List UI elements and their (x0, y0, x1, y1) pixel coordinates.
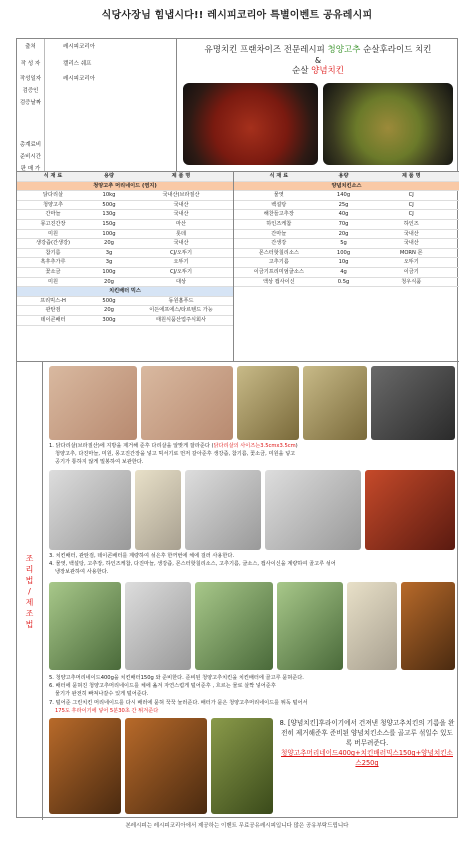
table-cell: 꽃소금 (45, 268, 61, 275)
table-cell: 흑후추가루 (40, 259, 66, 266)
table-cell: 간생강 (271, 240, 287, 247)
info-row (17, 151, 176, 163)
method-label-char: 법 (25, 619, 34, 629)
table-row (234, 191, 459, 201)
table-cell: 용량 (103, 173, 115, 179)
info-row (17, 39, 176, 55)
table-row (234, 230, 459, 240)
info-row (17, 55, 176, 73)
step-photo (265, 470, 361, 550)
table-cell: 식 재 료 (269, 173, 289, 179)
step-highlight: 175도 후라이기에 넣어 5분30초 간 튀겨준다 (55, 707, 159, 714)
table-cell: 70g (338, 220, 349, 227)
table-cell: CJ (408, 201, 414, 208)
table-row (17, 239, 233, 249)
info-row (17, 97, 176, 139)
info-key: 작성일자 (17, 73, 45, 85)
info-key: 총계료비 (17, 139, 45, 151)
ingredient-tables (17, 171, 459, 361)
step-line: 청양고추, 다진마늘, 미원, 몽고진간장을 넣고 믹서기로 먼저 갈아준후 생강즙, 참기름, 꽃소금, 미원을 넣고 (55, 451, 296, 458)
step-photo (125, 582, 191, 670)
table-cell: 4g (340, 268, 347, 275)
step-8-text (279, 718, 455, 768)
subtitle-part: 순살후라이드 치킨 (360, 45, 432, 55)
table-cell: CJ/오뚜기 (170, 268, 192, 275)
table-cell: CJ/오뚜기 (170, 249, 192, 256)
info-key: 출처 (17, 39, 45, 55)
table-cell: 이든에프에스/타르텐드 가능 (149, 307, 213, 314)
table-cell: 대상 (175, 278, 187, 285)
table-row (17, 316, 233, 326)
table-cell: 130g (102, 211, 116, 218)
recipe-document (16, 38, 458, 818)
subtitle-part: 순살 (292, 66, 312, 76)
table-cell: 오뚜기 (403, 259, 419, 266)
table-row (234, 201, 459, 211)
step-photo (49, 366, 137, 440)
step-line: 공기가 통하지 않게 밀봉하여 보관한다. (55, 459, 144, 466)
table-cell: 하인즈케찹 (266, 220, 292, 227)
table-cell: 해찬들고추장 (263, 211, 294, 218)
recipe-subtitle (177, 45, 459, 56)
table-header-row (17, 172, 233, 182)
table-row (17, 191, 233, 201)
step-5-text (49, 674, 455, 715)
recipe-header (177, 39, 459, 171)
page-footer: 본레시피는 레시피코리아에서 제공하는 이벤트 무료공유레시피입니다 많은 공유부탁드립니다 (125, 823, 349, 829)
step-highlight: 닭다리살의 사이즈는3.5cmx3.5cm (213, 443, 296, 449)
step-1-text (49, 442, 455, 467)
recipe-info-table (17, 39, 177, 171)
table-cell: 3g (105, 249, 113, 256)
table-cell: 백설탕 (271, 201, 287, 208)
info-row (17, 73, 176, 85)
info-key: 준비시간 (17, 151, 45, 163)
table-cell: 미원 (47, 278, 59, 285)
info-value (45, 97, 63, 139)
table-cell: 0.5g (337, 278, 350, 285)
table-cell: 미원 (47, 230, 59, 237)
info-value: 레시피코리아 (63, 76, 95, 82)
step-photo (195, 582, 273, 670)
step-line: 물기가 완전히 빠져나갈수 있게 털어준다. (55, 691, 149, 698)
table-cell: 국내산 (173, 211, 189, 218)
step-photo (185, 470, 261, 550)
table-row (17, 249, 233, 259)
table-cell: MORN 몬 (399, 249, 423, 256)
table-section-header: 치킨배터 믹스 (17, 287, 233, 297)
table-cell: 국내산 (173, 201, 189, 208)
table-row (234, 220, 459, 230)
table-row (234, 210, 459, 220)
step-line: 냉장보관하여 사용한다. (55, 569, 109, 576)
table-cell: CJ (408, 211, 414, 218)
table-cell: 20g (104, 278, 114, 285)
table-cell: 청우식품 (401, 278, 422, 285)
method-label-char: 법 (25, 575, 34, 585)
table-cell: 20g (104, 307, 114, 314)
method-label-char: / (28, 586, 31, 596)
table-cell: 300g (102, 316, 116, 323)
ingredient-table-right (233, 172, 459, 362)
subtitle-highlight: 양념치킨 (311, 66, 344, 76)
table-section-header: 청양고추 머리네이드 (염지) (17, 182, 233, 192)
step-photo (401, 582, 455, 670)
method-label-char: 조 (25, 608, 34, 618)
table-cell: 동원홈푸드 (168, 297, 194, 304)
info-key: 작 성 자 (17, 55, 45, 73)
table-row (234, 249, 459, 259)
step-photo (49, 470, 131, 550)
subtitle-ampersand: & (314, 56, 322, 65)
info-key: 검증인 (17, 85, 45, 97)
table-row (17, 278, 233, 288)
info-key: 검증날짜 (17, 97, 45, 139)
table-cell: 25g (338, 201, 349, 208)
step-photo (303, 366, 367, 440)
method-label (17, 362, 43, 820)
step-line: 7. 털어준 그린치킨 머리네이드를 다시 배러에 묻혀 꾹꾹 눌러준다. 배터가 묻은 청양고추머리네이드를 튀독 털어서 (49, 699, 308, 706)
fried-chicken-photo (323, 83, 453, 165)
table-cell: 식 재 료 (43, 173, 63, 179)
table-row (234, 278, 459, 288)
table-cell: 140g (336, 192, 351, 199)
table-row (234, 268, 459, 278)
table-cell: 이금기 (403, 268, 419, 275)
table-cell: 국내산 (403, 240, 419, 247)
table-row (17, 230, 233, 240)
step-photo (141, 366, 233, 440)
table-cell: 닭다리살 (42, 192, 64, 199)
info-value (45, 139, 63, 151)
table-cell: 액상 캡사이신 (262, 278, 295, 285)
table-row (17, 210, 233, 220)
step-text-part: ) (295, 443, 298, 449)
step-photo (347, 582, 397, 670)
step-photo (211, 718, 273, 814)
step-photo (135, 470, 181, 550)
table-cell: 간마늘 (45, 211, 61, 218)
table-cell: 100g (102, 268, 116, 275)
page-title: 식당사장님 힘냅시다!! 레시피코리아 특별이벤트 공유레시피 (101, 10, 373, 21)
table-cell: 생강즙(간생강) (35, 240, 71, 247)
table-cell: 5g (340, 240, 347, 247)
table-cell: 제 품 명 (401, 173, 421, 179)
info-value: 캘리스 쉐프 (63, 61, 92, 67)
step-text-part: 1. 닭다리살(브라질산)에 지방을 제거해 준후 다리살을 알맞게 잘라준다 ( (49, 443, 214, 449)
table-row (17, 306, 233, 316)
table-cell: 프리믹스-H (40, 297, 66, 304)
subtitle-part: 유명치킨 프랜차이즈 전문레시피 (204, 45, 328, 55)
table-cell: 국내산 (173, 240, 189, 247)
table-header-row (234, 172, 459, 182)
step-photo (49, 718, 121, 814)
table-cell: 100g (336, 249, 351, 256)
table-cell: 데이콘배터 (40, 316, 66, 323)
table-cell: 40g (338, 211, 349, 218)
table-cell: 태원식품산업주식회사 (155, 316, 207, 323)
table-row (17, 220, 233, 230)
info-row (17, 85, 176, 97)
table-cell: 청양고추 (42, 201, 64, 208)
step-line: 4. 물엿, 백설탕, 고추장, 하인즈케찹, 다진마늘, 생강즙, 몬스터핫칠리소스, 고추기름, 굴소스, 캡사이신을 계량하여 골고루 섞어 (49, 561, 336, 568)
table-cell: 하인즈 (403, 220, 419, 227)
recipe-subtitle-2 (177, 66, 459, 77)
step-highlight: 청양고추머리네이드400g+치킨배러믹스150g+양념치킨소스250g (281, 749, 453, 767)
table-cell: 국내산 (403, 230, 419, 237)
step-photo (371, 366, 455, 440)
table-cell: 용량 (338, 173, 349, 179)
method-label-char: 리 (25, 564, 34, 574)
table-cell: 500g (102, 297, 116, 304)
info-value (45, 151, 63, 163)
table-row (17, 268, 233, 278)
method-label-char: 조 (25, 553, 34, 563)
table-cell: 몬스터핫칠리소스 (258, 249, 299, 256)
table-cell: 20g (338, 230, 349, 237)
table-cell: 500g (102, 201, 116, 208)
step-line: 5. 청양고추머리네이드400g을 치킨배터150g 와 준비한다. 준비된 청양고추치킨을 치킨배터에 골고루 묻혀준다. (49, 675, 304, 681)
table-cell: 10g (338, 259, 349, 266)
step-line: 3. 치킨배터, 관탄검, 데이콘배터를 계량하여 섞은후 한꺼번에 체에 걸러 사용한다. (49, 553, 235, 559)
step-line: 8. [양념치킨]후라이기에서 건져낸 청양고추치킨의 기름을 완전히 제거해준후 준비된 양념치킨소스를 골고루 섞일수 있도록 버무려준다. (279, 719, 455, 747)
table-cell: 롯데 (175, 230, 187, 237)
table-cell: 3g (105, 259, 113, 266)
method-label-char: 제 (25, 597, 34, 607)
table-cell: 100g (102, 230, 116, 237)
cooking-steps (17, 361, 459, 819)
info-value: 레시피코리아 (63, 44, 95, 50)
table-row (17, 201, 233, 211)
step-photo (125, 718, 207, 814)
table-cell: 관탄검 (45, 307, 61, 314)
step-photo (49, 582, 121, 670)
table-cell: 참기름 (45, 249, 61, 256)
info-key: 판 매 가 (17, 163, 45, 175)
table-cell: CJ (408, 192, 414, 199)
table-row (234, 258, 459, 268)
info-value (45, 85, 63, 97)
ingredient-table-left (17, 172, 233, 326)
table-cell: 간마늘 (271, 230, 287, 237)
table-cell: 국내산(브라질산 (162, 192, 200, 199)
step-photo (277, 582, 343, 670)
seasoned-chicken-photo (183, 83, 318, 165)
subtitle-highlight: 청양고추 (327, 45, 361, 55)
table-cell: 150g (102, 220, 116, 227)
table-row (17, 258, 233, 268)
table-row (234, 239, 459, 249)
table-row (17, 297, 233, 307)
table-cell: 고추기름 (268, 259, 289, 266)
table-cell: 20g (104, 240, 114, 247)
table-cell: 이금기프리미엄굴소스 (253, 268, 304, 275)
table-cell: 물엿 (273, 192, 284, 199)
info-row (17, 139, 176, 151)
table-cell: 몽고진간장 (40, 220, 66, 227)
step-3-text (49, 552, 455, 577)
step-photo (365, 470, 455, 550)
table-cell: 10kg (102, 192, 116, 199)
step-line: 6. 배터에 묻혀진 청양고추머리네이드를 체에 옮겨 자연스럽게 털어준후 , 흐르는 물로 살짝 넣어준후 (49, 683, 276, 690)
step-photo (237, 366, 299, 440)
table-cell: 제 품 명 (171, 173, 191, 179)
table-section-header: 양념치킨소스 (234, 182, 459, 192)
table-cell: 마산 (175, 220, 187, 227)
table-cell: 오뚜기 (173, 259, 189, 266)
